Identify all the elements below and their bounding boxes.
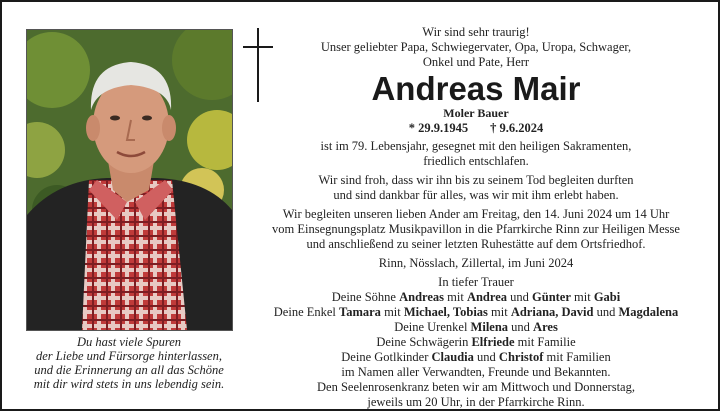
sons-line: Deine Söhne Andreas mit Andrea und Günter mit Gabi bbox=[331, 290, 621, 304]
mourning-line: In tiefer Trauer bbox=[438, 275, 514, 289]
rosary-line: Den Seelenrosenkranz beten wir am Mittwoch und Donnerstag, bbox=[317, 380, 635, 394]
intro-line: Wir sind sehr traurig! bbox=[422, 25, 530, 39]
quote-line: mit dir wird stets in uns lebendig sein. bbox=[33, 377, 225, 391]
quote-line: der Liebe und Fürsorge hinterlassen, bbox=[36, 349, 222, 363]
life-dates bbox=[250, 120, 702, 137]
grateful-line: und sind dankbar für alles, was wir mit ihm erlebt haben. bbox=[333, 188, 619, 202]
death-date: † 9.6.2024 bbox=[490, 121, 544, 135]
birth-date: * 29.9.1945 bbox=[408, 121, 469, 135]
godchildren-line: Deine Gotlkinder Claudia und Christof mit Familien bbox=[341, 350, 611, 364]
sister-in-law-line: Deine Schwägerin Elfriede mit Familie bbox=[376, 335, 576, 349]
family-line: Unser geliebter Papa, Schwiegervater, Opa, Uropa, Schwager, bbox=[320, 40, 632, 54]
rosary-line: jeweils um 20 Uhr, in der Pfarrkirche Rinn. bbox=[367, 395, 585, 409]
funeral-line: Wir begleiten unseren lieben Ander am Freitag, den 14. Juni 2024 um 14 Uhr bbox=[282, 207, 670, 221]
grandchildren-line: Deine Enkel Tamara mit Michael, Tobias mit Adriana, David und Magdalena bbox=[273, 305, 679, 319]
grateful-line: Wir sind froh, dass wir ihn bis zu seinem Tod begleiten durften bbox=[318, 173, 634, 187]
age-line: friedlich entschlafen. bbox=[423, 154, 529, 168]
age-line: ist im 79. Lebensjahr, gesegnet mit den heiligen Sakramenten, bbox=[320, 139, 632, 153]
portrait-photo bbox=[26, 29, 233, 331]
obituary-text bbox=[250, 25, 702, 410]
place-date: Rinn, Nösslach, Zillertal, im Juni 2024 bbox=[378, 256, 574, 270]
funeral-line: und anschließend zu seiner letzten Ruhestätte auf dem Ortsfriedhof. bbox=[306, 237, 646, 251]
relatives-line: im Namen aller Verwandten, Freunde und Bekannten. bbox=[341, 365, 611, 379]
funeral-line: vom Einsegnungsplatz Musikpavillon in die Pfarrkirche Rinn zur Heiligen Messe bbox=[272, 222, 680, 236]
quote-line: und die Erinnerung an all das Schöne bbox=[34, 363, 224, 377]
memorial-quote bbox=[16, 335, 242, 391]
deceased-name: Andreas Mair bbox=[371, 70, 581, 107]
portrait-image bbox=[27, 30, 232, 330]
occupation: Moler Bauer bbox=[443, 106, 509, 120]
quote-line: Du hast viele Spuren bbox=[76, 335, 182, 349]
great-grandchildren-line: Deine Urenkel Milena und Ares bbox=[394, 320, 558, 334]
family-line: Onkel und Pate, Herr bbox=[422, 55, 530, 69]
